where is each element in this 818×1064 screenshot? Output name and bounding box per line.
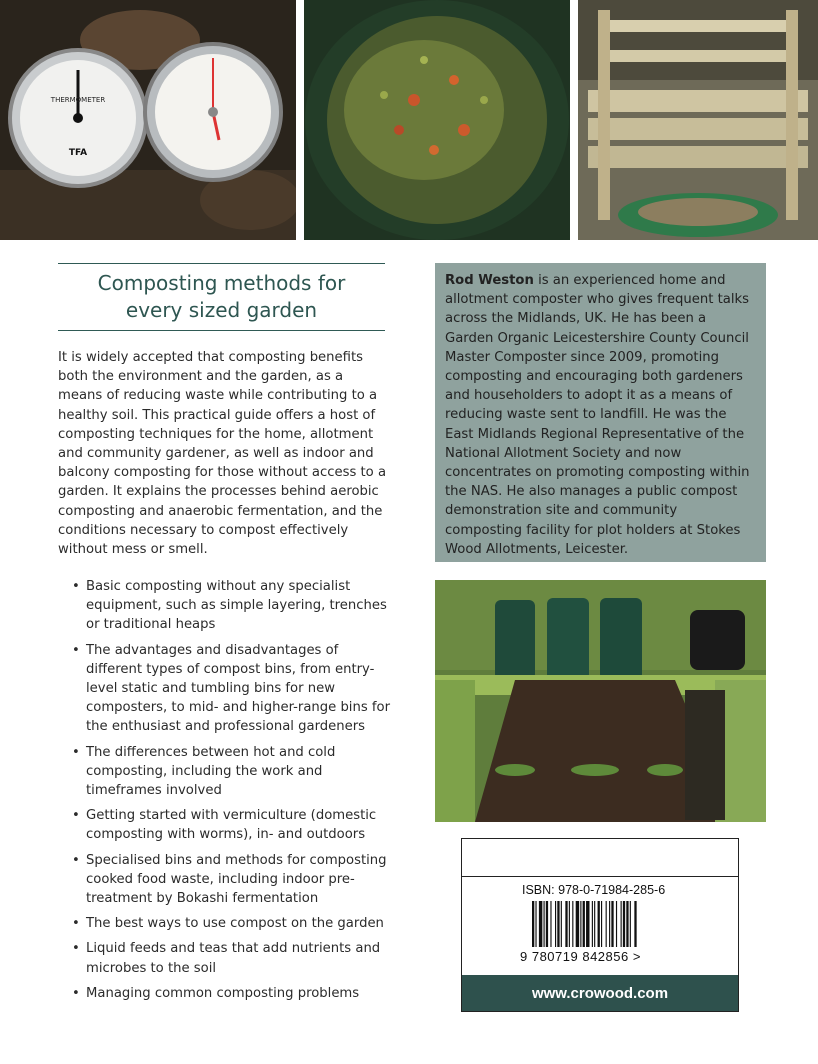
author-name: Rod Weston	[445, 273, 534, 288]
barcode-panel	[461, 838, 739, 1012]
list-item: • Getting started with vermiculture (domestic composting with worms), in- and outdoors	[72, 806, 396, 844]
compost-bin-photo	[304, 0, 570, 240]
page-title	[98, 270, 346, 324]
list-item: • Managing common composting problems	[72, 984, 396, 1003]
author-bio-text: is an experienced home and allotment composter who gives frequent talks across the Midlands, UK. He has been a Garden Organic Leicestershire County Council Master Composter since 2009, promoting composting and encouraging both gardeners and householders to adopt it as a means of reducing waste sent to landfill. He was the East Midlands Regional Representative of the National Allotment Society and now concentrates on promoting composting within the NAS. He also manages a public compost demonstration site and community composting facility for plot holders at Stokes Wood Allotments, Leicester.	[445, 273, 750, 557]
price-band	[462, 839, 738, 877]
intro-paragraph: It is widely accepted that composting benefits both the environment and the garden, as a means of reducing waste while contributing to a healthy soil. This practical guide offers a host of composting techniques for the home, allotment and community gardener, as well as indoor and balcony composting for those without access to a garden. It explains the processes behind aerobic composting and anaerobic fermentation, and the conditions necessary to compost effectively without mess or smell.	[58, 350, 387, 558]
feature-list	[72, 577, 396, 1009]
list-item: • The advantages and disadvantages of different types of compost bins, from entry-level static and tumbling bins for new composters, to mid- and higher-range bins for the enthusiast and professional gardeners	[72, 641, 396, 737]
thermometers-photo	[0, 0, 296, 240]
page-title-line-1: Composting methods for	[97, 271, 346, 295]
thermometer-dial-label: THERMOMETER	[50, 96, 106, 104]
section-heading	[58, 263, 385, 331]
wooden-compost-crate-photo	[578, 0, 818, 240]
list-item: • Liquid feeds and teas that add nutrients and microbes to the soil	[72, 939, 396, 977]
thermometer-brand: TFA	[68, 148, 88, 158]
list-item: • The differences between hot and cold composting, including the work and timeframes involved	[72, 743, 396, 801]
allotment-compost-bins-photo	[435, 580, 766, 822]
list-item: • Specialised bins and methods for composting cooked food waste, including indoor pre-treatment by Bokashi fermentation	[72, 851, 396, 909]
list-item: • Basic composting without any specialist equipment, such as simple layering, trenches or traditional heaps	[72, 577, 396, 635]
barcode-digits: 9 780719 842856 >	[520, 949, 641, 964]
list-item: • The best ways to use compost on the garden	[72, 914, 396, 933]
isbn-label: ISBN: 978-0-71984-285-6	[522, 883, 666, 897]
author-bio	[435, 263, 766, 562]
page-title-line-2: every sized garden	[125, 298, 318, 322]
publisher-website[interactable]: www.crowood.com	[462, 975, 738, 1011]
